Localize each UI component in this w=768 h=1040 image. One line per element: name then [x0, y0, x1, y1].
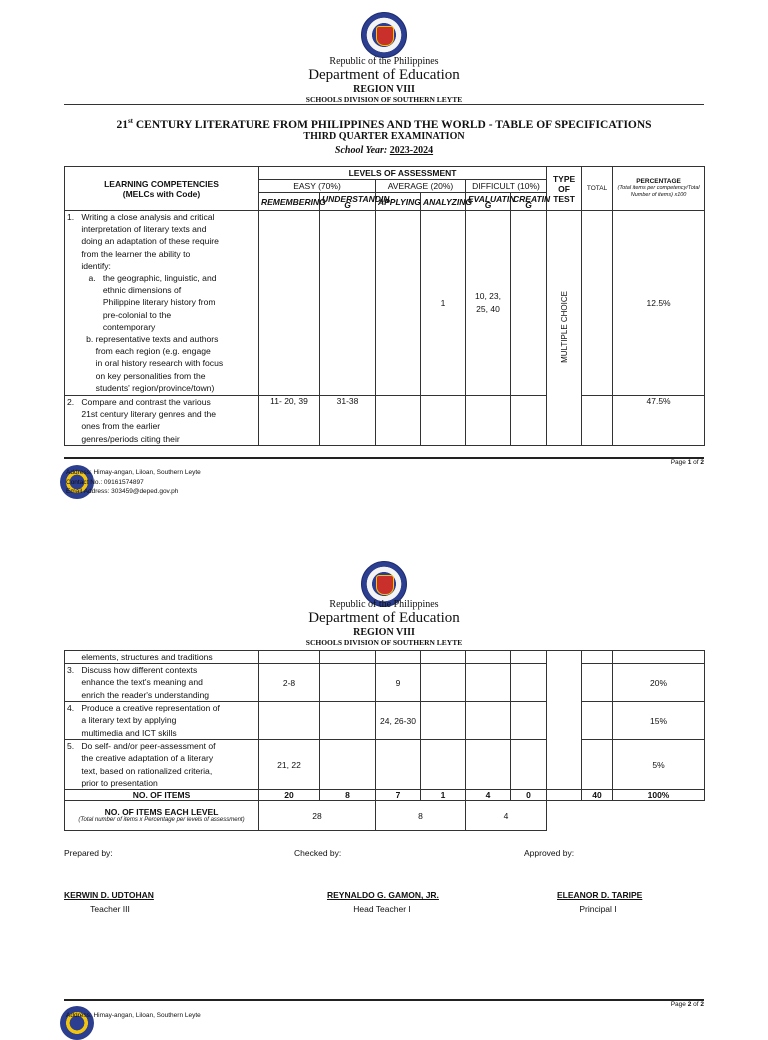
republic-label: Republic of the Philippines: [329, 599, 439, 610]
remembering-header: REMEMBERING: [259, 193, 320, 211]
region-label: REGION VIII: [353, 627, 415, 638]
exam-title: THIRD QUARTER EXAMINATION: [303, 131, 465, 142]
approved-by-label: Approved by:: [524, 848, 575, 858]
percentage-cell: 47.5%: [613, 396, 705, 446]
analyzing-cell: 1: [421, 211, 466, 396]
page-2: [0, 512, 768, 1024]
footer-divider: [64, 999, 704, 1001]
checked-by-label: Checked by:: [294, 848, 342, 858]
prepared-by-name: KERWIN D. UDTOHAN: [64, 890, 154, 900]
creating-header: CREATIN G: [511, 193, 547, 211]
type-of-test-cell: [547, 651, 582, 790]
page-1: [0, 0, 768, 512]
applying-cell: 9: [376, 664, 421, 702]
percentage-cell: 12.5%: [613, 211, 705, 396]
total-applying: 7: [376, 790, 421, 801]
easy-header: EASY (70%): [259, 180, 376, 193]
page-number: Page 1 of 2: [670, 459, 704, 466]
competency-5: 5. Do self- and/or peer-assessment of the creative adaptation of a literary text, based on rationalized criteria, prior to presentation: [65, 740, 259, 790]
table-row: [65, 651, 705, 664]
total-creating: 0: [511, 790, 547, 801]
header-divider: [64, 104, 704, 105]
understanding-header: UNDERSTANDIN G: [320, 193, 376, 211]
average-header: AVERAGE (20%): [376, 180, 466, 193]
levels-header: LEVELS OF ASSESSMENT: [259, 167, 547, 180]
each-level-label: NO. OF ITEMS EACH LEVEL (Total number of items x Percentage per levels of assessment): [65, 801, 259, 831]
totals-row: [65, 790, 705, 801]
type-of-test-cell: MULTIPLE CHOICE: [547, 211, 582, 446]
republic-label: Republic of the Philippines: [329, 56, 439, 67]
page-number: Page 2 of 2: [670, 1001, 704, 1008]
table-of-specifications: [64, 166, 705, 446]
analyzing-header: ANALYZING: [421, 193, 466, 211]
competency-4: 4. Produce a creative representation of a literary text by applying multimedia and ICT skills: [65, 702, 259, 740]
department-label: Department of Education: [308, 610, 460, 626]
remembering-cell: 2-8: [259, 664, 320, 702]
division-label: SCHOOLS DIVISION OF SOUTHERN LEYTE: [305, 638, 463, 647]
difficult-items: 4: [466, 801, 547, 831]
footer-divider: [64, 457, 704, 459]
region-label: REGION VIII: [353, 84, 415, 95]
competency-2-continued: elements, structures and traditions: [65, 651, 259, 664]
each-level-row: [65, 801, 705, 831]
type-of-test-header: TYPE OF TEST: [547, 167, 582, 211]
applying-header: APPLYING: [376, 193, 421, 211]
remembering-cell: 11- 20, 39: [259, 396, 320, 446]
table-row: [65, 396, 705, 446]
department-label: Department of Education: [308, 67, 460, 83]
percentage-header: PERCENTAGE (Total items per competency/Total Number of items) x100: [613, 167, 705, 211]
table-row: [65, 740, 705, 790]
division-label: SCHOOLS DIVISION OF SOUTHERN LEYTE: [305, 95, 463, 104]
deped-seal-icon: [361, 12, 407, 58]
approved-by-title: Principal I: [579, 904, 617, 914]
competencies-header: LEARNING COMPETENCIES (MELCs with Code): [65, 167, 259, 211]
table-of-specifications-continued: [64, 650, 705, 831]
total-evaluating: 4: [466, 790, 511, 801]
total-analyzing: 1: [421, 790, 466, 801]
understanding-cell: 31-38: [320, 396, 376, 446]
evaluating-header: EVALUATIN G: [466, 193, 511, 211]
prepared-by-label: Prepared by:: [64, 848, 113, 858]
checked-by-title: Head Teacher I: [353, 904, 411, 914]
total-items: 40: [582, 790, 613, 801]
competency-2: 2. Compare and contrast the various 21st century literary genres and the ones from the earlier genres/periods citing their: [65, 396, 259, 446]
table-row: [65, 211, 705, 396]
total-header: TOTAL: [582, 167, 613, 211]
percentage-cell: 20%: [613, 664, 705, 702]
remembering-cell: 21, 22: [259, 740, 320, 790]
total-understanding: 8: [320, 790, 376, 801]
total-remembering: 20: [259, 790, 320, 801]
total-percentage: 100%: [613, 790, 705, 801]
percentage-cell: 15%: [613, 702, 705, 740]
average-items: 8: [376, 801, 466, 831]
applying-cell: 24, 26-30: [376, 702, 421, 740]
footer-address: Address: Himay-angan, Liloan, Southern Leyte Contact No.: 09161574897 Email Address: 303459@deped.gov.ph: [66, 469, 201, 495]
footer-address: Address: Himay-angan, Liloan, Southern Leyte: [66, 1012, 201, 1019]
checked-by-name: REYNALDO G. GAMON, JR.: [327, 890, 439, 900]
difficult-header: DIFFICULT (10%): [466, 180, 547, 193]
totals-label: NO. OF ITEMS: [65, 790, 259, 801]
percentage-cell: 5%: [613, 740, 705, 790]
competency-1: 1. Writing a close analysis and critical interpretation of literary texts and doing an adaptation of these require from the learner the ability to identify: a. the geographic, linguistic, and ethnic dimensions of Philippine literary history from pre-colonial to the contemporary b. representative texts and authors from each region (e.g. engage in oral history research with focus on key personalities from the students' region/province/town): [65, 211, 259, 396]
table-row: [65, 702, 705, 740]
school-year: School Year: 2023-2024: [334, 145, 434, 156]
evaluating-cell: 10, 23, 25, 40: [466, 211, 511, 396]
table-row: [65, 664, 705, 702]
competency-3: 3. Discuss how different contexts enhance the text's meaning and enrich the reader's understanding: [65, 664, 259, 702]
approved-by-name: ELEANOR D. TARIPE: [557, 890, 643, 900]
easy-items: 28: [259, 801, 376, 831]
prepared-by-title: Teacher III: [90, 904, 130, 914]
document-title: 21st CENTURY LITERATURE FROM PHILIPPINES AND THE WORLD - TABLE OF SPECIFICATIONS: [116, 117, 652, 131]
